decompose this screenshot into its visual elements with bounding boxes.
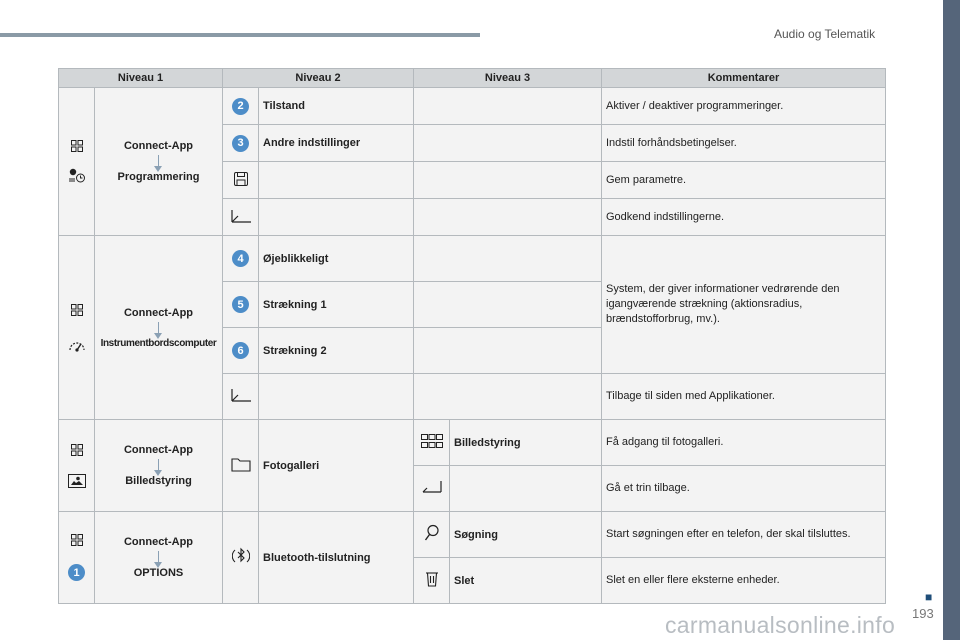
level1-top-label: Connect-App — [123, 536, 194, 548]
level2-cell — [259, 125, 414, 162]
callout-badge: 6 — [232, 342, 249, 359]
level1-bottom-label: Programmering — [117, 171, 200, 183]
level2-cell — [259, 328, 414, 374]
level1-icons-cell — [59, 512, 95, 604]
icon-cell — [223, 420, 259, 512]
watermark: carmanualsonline.info — [665, 612, 896, 638]
callout-badge: 5 — [232, 296, 249, 313]
down-arrow-icon — [158, 551, 159, 563]
level1-top-label: Connect-App — [123, 306, 194, 319]
level3-cell: Slet — [450, 558, 602, 604]
step-back-icon — [421, 480, 443, 494]
badge-cell — [223, 125, 259, 162]
level2-empty-cell — [259, 199, 414, 236]
back-arrow-icon — [230, 387, 252, 403]
sidebar-strip — [943, 0, 960, 640]
badge-cell — [223, 282, 259, 328]
level3-empty-cell — [414, 199, 602, 236]
comment-cell: Indstil forhåndsbetingelser. — [602, 125, 886, 162]
level1-icons-cell — [59, 420, 95, 512]
icon-cell — [223, 199, 259, 236]
search-icon — [424, 524, 440, 542]
badge-cell — [223, 236, 259, 282]
folder-icon — [231, 456, 251, 472]
level3-empty-cell — [414, 282, 602, 328]
level1-icons-cell — [59, 88, 95, 236]
down-arrow-icon — [158, 155, 159, 167]
badge-cell — [223, 328, 259, 374]
col-header-niveau3: Niveau 3 — [414, 69, 602, 88]
bluetooth-icon — [232, 547, 250, 565]
callout-badge: 3 — [232, 135, 249, 152]
level2-empty-cell — [259, 162, 414, 199]
table-row — [59, 88, 886, 125]
down-arrow-icon — [158, 322, 159, 334]
level3-empty-cell — [414, 88, 602, 125]
level3-empty-cell — [414, 125, 602, 162]
callout-badge: 4 — [232, 250, 249, 267]
level3-cell: Søgning — [450, 512, 602, 558]
level3-empty-cell — [414, 236, 602, 282]
comment-cell: Få adgang til fotogalleri. — [602, 420, 886, 466]
comment-cell-shared: System, der giver informationer vedrørende den igangværende strækning (aktionsradius, brændstofforbrug, mv.). — [602, 236, 886, 374]
header-rule — [0, 33, 480, 37]
level1-cell-options — [95, 512, 223, 604]
table-row — [59, 512, 886, 558]
down-arrow-icon — [158, 459, 159, 471]
level2-cell — [259, 420, 414, 512]
level3-empty-cell — [414, 328, 602, 374]
icon-cell — [414, 466, 450, 512]
level2-cell — [259, 88, 414, 125]
comment-cell: Start søgningen efter en telefon, der skal tilsluttes. — [602, 512, 886, 558]
level2-label: Fotogalleri — [263, 459, 320, 472]
apps-grid-icon — [71, 534, 83, 546]
save-icon — [234, 172, 248, 186]
icon-cell — [414, 420, 450, 466]
level1-top-label: Connect-App — [123, 444, 194, 456]
level2-label: Strækning 1 — [263, 298, 327, 311]
comment-cell: Tilbage til siden med Applikationer. — [602, 374, 886, 420]
thumbnail-grid-icon — [421, 434, 443, 448]
level1-top-label: Connect-App — [123, 140, 194, 152]
comment-cell: Gem parametre. — [602, 162, 886, 199]
level3-empty-cell — [450, 466, 602, 512]
table-row — [59, 420, 886, 466]
badge-cell — [223, 88, 259, 125]
callout-badge: 2 — [232, 98, 249, 115]
level1-cell-billedstyring — [95, 420, 223, 512]
level3-cell: Billedstyring — [450, 420, 602, 466]
level3-empty-cell — [414, 374, 602, 420]
table-header-row — [59, 69, 886, 88]
col-header-kommentarer: Kommentarer — [602, 69, 886, 88]
comment-cell: Slet en eller flere eksterne enheder. — [602, 558, 886, 604]
level2-label: Øjeblikkeligt — [263, 252, 329, 265]
apps-grid-icon — [71, 140, 83, 152]
level2-cell — [259, 282, 414, 328]
level2-cell — [259, 512, 414, 604]
comment-cell: Godkend indstillingerne. — [602, 199, 886, 236]
apps-grid-icon — [71, 304, 83, 316]
table-row — [59, 236, 886, 282]
icon-cell — [223, 162, 259, 199]
trip-computer-gauge-icon — [68, 338, 86, 352]
level2-label: Strækning 2 — [263, 344, 327, 357]
page-number: 193 — [912, 606, 934, 621]
level1-cell-programmering — [95, 88, 223, 236]
section-title: Audio og Telematik — [774, 27, 876, 41]
level2-cell — [259, 236, 414, 282]
icon-cell — [414, 512, 450, 558]
settings-table — [58, 68, 886, 604]
callout-badge: 1 — [68, 564, 85, 581]
level2-label: Bluetooth-tilslutning — [263, 551, 371, 564]
level1-bottom-label: Billedstyring — [125, 475, 192, 487]
level2-label: Tilstand — [263, 100, 305, 112]
apps-grid-icon — [71, 444, 83, 456]
level1-bottom-label: Instrumentbordscomputer — [100, 337, 217, 349]
level2-empty-cell — [259, 374, 414, 420]
back-arrow-icon — [230, 208, 252, 224]
level2-label: Andre indstillinger — [263, 137, 361, 149]
end-bullet: ■ — [925, 590, 933, 604]
level1-icons-cell — [59, 236, 95, 420]
level3-empty-cell — [414, 162, 602, 199]
level1-cell-instrumentbordscomputer — [95, 236, 223, 420]
photo-gallery-icon — [68, 474, 86, 488]
col-header-niveau2: Niveau 2 — [223, 69, 414, 88]
programming-clock-icon — [68, 168, 86, 184]
level1-bottom-label: OPTIONS — [133, 567, 184, 579]
trash-icon — [425, 571, 439, 587]
icon-cell — [223, 512, 259, 604]
comment-cell: Aktiver / deaktiver programmeringer. — [602, 88, 886, 125]
icon-cell — [414, 558, 450, 604]
col-header-niveau1: Niveau 1 — [59, 69, 223, 88]
comment-cell: Gå et trin tilbage. — [602, 466, 886, 512]
icon-cell — [223, 374, 259, 420]
